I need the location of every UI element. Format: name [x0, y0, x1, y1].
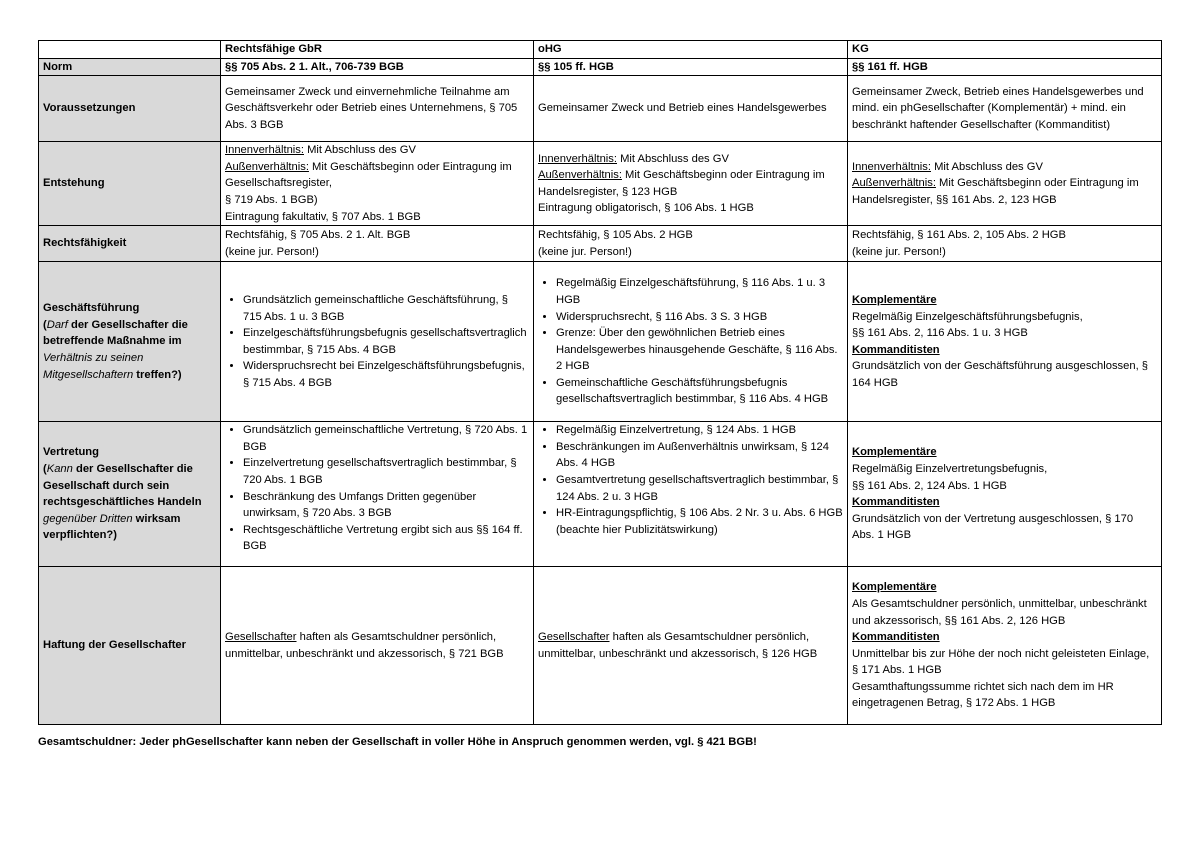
footnote: Gesamtschuldner: Jeder phGesellschafter kann neben der Gesellschaft in voller Höhe in Anspruch genommen werden, vgl. § 421 BGB! — [38, 736, 757, 748]
aussen-text: Mit Geschäftsbeginn oder Eintragung im Handelsregister, § 123 HGB — [538, 169, 825, 198]
row-label-entstehung: Entstehung — [39, 142, 221, 226]
cell-rechtsfaehigkeit-ohg — [534, 226, 848, 262]
kommanditisten-text-1: Unmittelbar bis zur Höhe der noch nicht geleisteten Einlage, § 171 Abs. 1 HGB — [852, 647, 1150, 677]
cell-geschaeftsfuehrung-kg — [848, 262, 1162, 422]
innen-text: Mit Abschluss des GV — [304, 144, 416, 157]
entstehung-kg-innen — [852, 159, 1157, 176]
bullet-list — [538, 275, 843, 408]
cell-voraussetzungen-ohg: Gemeinsamer Zweck und Betrieb eines Handelsgewerbes — [534, 76, 848, 142]
aussen-text: Mit Geschäftsbeginn oder Eintragung im Handelsregister, §§ 161 Abs. 2, 123 HGB — [852, 177, 1139, 206]
kommanditisten-text-2: Gesamthaftungssumme richtet sich nach dem im HR eingetragenen Betrag, § 172 Abs. 1 HGB — [852, 680, 1114, 710]
cell-entstehung-ohg — [534, 142, 848, 226]
innen-label: Innenverhältnis: — [852, 160, 931, 173]
bullet-list — [538, 422, 843, 538]
haftung-gbr-text: haften als Gesamtschuldner persönlich, unmittelbar, unbeschränkt und akzessorisch, § 721 BGB — [225, 631, 504, 660]
header-corner-cell — [39, 41, 221, 59]
vertretung-subtitle — [43, 461, 216, 544]
rechtsfaehigkeit-gbr-line1: Rechtsfähig, § 705 Abs. 2 1. Alt. BGB — [225, 229, 411, 242]
cell-voraussetzungen-gbr: Gemeinsamer Zweck und einvernehmliche Teilnahme am Geschäftsverkehr oder Betrieb eines Unternehmens, § 705 Abs. 3 BGB — [221, 76, 534, 142]
rechtsfaehigkeit-kg-line2: (keine jur. Person!) — [852, 245, 946, 258]
header-row — [39, 41, 1162, 59]
rechtsfaehigkeit-kg-line1: Rechtsfähig, § 161 Abs. 2, 105 Abs. 2 HGB — [852, 229, 1066, 242]
entstehung-gbr-line3: § 719 Abs. 1 BGB) — [225, 193, 318, 206]
komplementaere-line2: §§ 161 Abs. 2, 116 Abs. 1 u. 3 HGB — [852, 327, 1028, 340]
cell-rechtsfaehigkeit-kg — [848, 226, 1162, 262]
cell-haftung-ohg — [534, 567, 848, 725]
subtitle-text-2: wirksam verpflichten?) — [43, 512, 181, 542]
kommanditisten-heading: Kommanditisten — [852, 496, 940, 509]
subtitle-text-1: der Gesellschafter die betreffende Maßnahme im — [43, 318, 188, 348]
komplementaere-line2: §§ 161 Abs. 2, 124 Abs. 1 HGB — [852, 479, 1007, 492]
header-ohg: oHG — [534, 41, 848, 59]
komplementaere-heading: Komplementäre — [852, 581, 937, 594]
cell-vertretung-kg — [848, 422, 1162, 567]
geschaeftsfuehrung-title: Geschäftsführung — [43, 302, 140, 315]
cell-entstehung-kg — [848, 142, 1162, 226]
cell-norm-kg: §§ 161 ff. HGB — [848, 58, 1162, 76]
cell-vertretung-gbr — [221, 422, 534, 567]
row-label-haftung: Haftung der Gesellschafter — [39, 567, 221, 725]
list-item: • HR-Eintragungspflichtig, § 106 Abs. 2 Nr. 3 u. Abs. 6 HGB (beachte hier Publizitätswirkung) — [556, 505, 843, 538]
rechtsfaehigkeit-ohg-line1: Rechtsfähig, § 105 Abs. 2 HGB — [538, 229, 693, 242]
list-item: • Gesamtvertretung gesellschaftsvertraglich bestimmbar, § 124 Abs. 2 u. 3 HGB — [556, 472, 843, 505]
row-voraussetzungen — [39, 76, 1162, 142]
entstehung-ohg-aussen — [538, 167, 843, 200]
subtitle-italic-1: Kann — [46, 463, 73, 475]
komplementaere-line1: Regelmäßig Einzelvertretungsbefugnis, — [852, 463, 1048, 475]
entstehung-ohg-line3: Eintragung obligatorisch, § 106 Abs. 1 HGB — [538, 202, 754, 215]
entstehung-ohg-innen — [538, 151, 843, 168]
list-item: • Grundsätzlich gemeinschaftliche Geschäftsführung, § 715 Abs. 1 u. 3 BGB — [243, 292, 529, 325]
list-item: • Beschränkungen im Außenverhältnis unwirksam, § 124 Abs. 4 HGB — [556, 439, 843, 472]
cell-entstehung-gbr — [221, 142, 534, 226]
row-label-geschaeftsfuehrung — [39, 262, 221, 422]
row-label-vertretung — [39, 422, 221, 567]
subtitle-italic-1: Darf — [46, 318, 68, 331]
kommanditisten-text: Grundsätzlich von der Geschäftsführung ausgeschlossen, § 164 HGB — [852, 360, 1149, 389]
kommanditisten-heading: Kommanditisten — [852, 343, 940, 356]
list-item: • Einzelgeschäftsführungsbefugnis gesellschaftsvertraglich bestimmbar, § 715 Abs. 4 BGB — [243, 325, 529, 358]
list-item: • Regelmäßig Einzelvertretung, § 124 Abs. 1 HGB — [556, 422, 843, 439]
vertretung-title: Vertretung — [43, 446, 99, 459]
header-gbr: Rechtsfähige GbR — [221, 41, 534, 59]
geschaeftsfuehrung-subtitle — [43, 317, 216, 383]
cell-geschaeftsfuehrung-ohg — [534, 262, 848, 422]
rechtsfaehigkeit-ohg-line2: (keine jur. Person!) — [538, 245, 632, 258]
innen-text: Mit Abschluss des GV — [931, 160, 1043, 173]
subtitle-open: ( — [43, 318, 47, 331]
list-item: • Rechtsgeschäftliche Vertretung ergibt sich aus §§ 164 ff. BGB — [243, 522, 529, 555]
cell-rechtsfaehigkeit-gbr — [221, 226, 534, 262]
haftung-ohg-subject: Gesellschafter — [538, 631, 610, 644]
rechtsfaehigkeit-gbr-line2: (keine jur. Person!) — [225, 245, 319, 258]
subtitle-italic-2: gegenüber Dritten — [43, 512, 133, 525]
subtitle-text-1: der Gesellschafter die Gesellschaft durch sein rechtsgeschäftliches Handeln — [43, 463, 202, 509]
cell-norm-gbr: §§ 705 Abs. 2 1. Alt., 706-739 BGB — [221, 58, 534, 76]
cell-voraussetzungen-kg: Gemeinsamer Zweck, Betrieb eines Handelsgewerbes und mind. ein phGesellschafter (Komplementär) + mind. ein beschränkt haftender Gesellschafter (Kommanditist) — [848, 76, 1162, 142]
row-rechtsfaehigkeit — [39, 226, 1162, 262]
cell-vertretung-ohg — [534, 422, 848, 567]
innen-label: Innenverhältnis: — [538, 152, 617, 165]
haftung-ohg-text: haften als Gesamtschuldner persönlich, unmittelbar, unbeschränkt und akzessorisch, § 126 HGB — [538, 631, 818, 660]
subtitle-italic-2: Verhältnis zu seinen Mitgesellschaftern — [43, 351, 144, 381]
subtitle-open: ( — [43, 463, 47, 475]
aussen-text: Mit Geschäftsbeginn oder Eintragung im Gesellschaftsregister, — [225, 160, 512, 190]
komplementaere-line1: Regelmäßig Einzelgeschäftsführungsbefugnis, — [852, 310, 1083, 323]
list-item: • Gemeinschaftliche Geschäftsführungsbefugnis gesellschaftsvertraglich bestimmbar, § 116 Abs. 4 HGB — [556, 375, 843, 408]
list-item: • Grundsätzlich gemeinschaftliche Vertretung, § 720 Abs. 1 BGB — [243, 422, 529, 455]
row-vertretung — [39, 422, 1162, 567]
list-item: • Grenze: Über den gewöhnlichen Betrieb eines Handelsgewerbes hinausgehende Geschäfte, § 116 Abs. 2 HGB — [556, 325, 843, 375]
cell-haftung-kg — [848, 567, 1162, 725]
entstehung-gbr-line4: Eintragung fakultativ, § 707 Abs. 1 BGB — [225, 210, 421, 223]
list-item: • Regelmäßig Einzelgeschäftsführung, § 116 Abs. 1 u. 3 HGB — [556, 275, 843, 308]
cell-haftung-gbr — [221, 567, 534, 725]
aussen-label: Außenverhältnis: — [225, 160, 309, 173]
aussen-label: Außenverhältnis: — [538, 169, 622, 182]
entstehung-kg-aussen — [852, 175, 1157, 208]
bullet-list — [225, 422, 529, 555]
list-item: • Beschränkung des Umfangs Dritten gegenüber unwirksam, § 720 Abs. 3 BGB — [243, 489, 529, 522]
innen-text: Mit Abschluss des GV — [617, 152, 729, 165]
subtitle-text-2: treffen?) — [133, 368, 182, 381]
komplementaere-heading: Komplementäre — [852, 446, 937, 459]
komplementaere-text: Als Gesamtschuldner persönlich, unmittelbar, unbeschränkt und akzessorisch, §§ 161 Abs. 2, 126 HGB — [852, 597, 1147, 627]
cell-norm-ohg: §§ 105 ff. HGB — [534, 58, 848, 76]
list-item: • Einzelvertretung gesellschaftsvertraglich bestimmbar, § 720 Abs. 1 BGB — [243, 455, 529, 488]
list-item: • Widerspruchsrecht bei Einzelgeschäftsführungsbefugnis, § 715 Abs. 4 BGB — [243, 358, 529, 391]
kommanditisten-text: Grundsätzlich von der Vertretung ausgeschlossen, § 170 Abs. 1 HGB — [852, 512, 1134, 542]
row-entstehung — [39, 142, 1162, 226]
row-label-voraussetzungen: Voraussetzungen — [39, 76, 221, 142]
row-norm — [39, 58, 1162, 76]
komplementaere-heading: Komplementäre — [852, 293, 937, 306]
row-label-norm: Norm — [39, 58, 221, 76]
cell-geschaeftsfuehrung-gbr — [221, 262, 534, 422]
aussen-label: Außenverhältnis: — [852, 177, 936, 190]
row-geschaeftsfuehrung — [39, 262, 1162, 422]
row-label-rechtsfaehigkeit: Rechtsfähigkeit — [39, 226, 221, 262]
header-kg: KG — [848, 41, 1162, 59]
kommanditisten-heading: Kommanditisten — [852, 631, 940, 644]
list-item: • Widerspruchsrecht, § 116 Abs. 3 S. 3 HGB — [556, 309, 843, 326]
entstehung-gbr-aussen — [225, 159, 529, 192]
innen-label: Innenverhältnis: — [225, 144, 304, 157]
row-haftung — [39, 567, 1162, 725]
haftung-gbr-subject: Gesellschafter — [225, 631, 297, 644]
bullet-list — [225, 292, 529, 392]
entstehung-gbr-innen — [225, 142, 529, 159]
comparison-table — [38, 40, 1162, 725]
